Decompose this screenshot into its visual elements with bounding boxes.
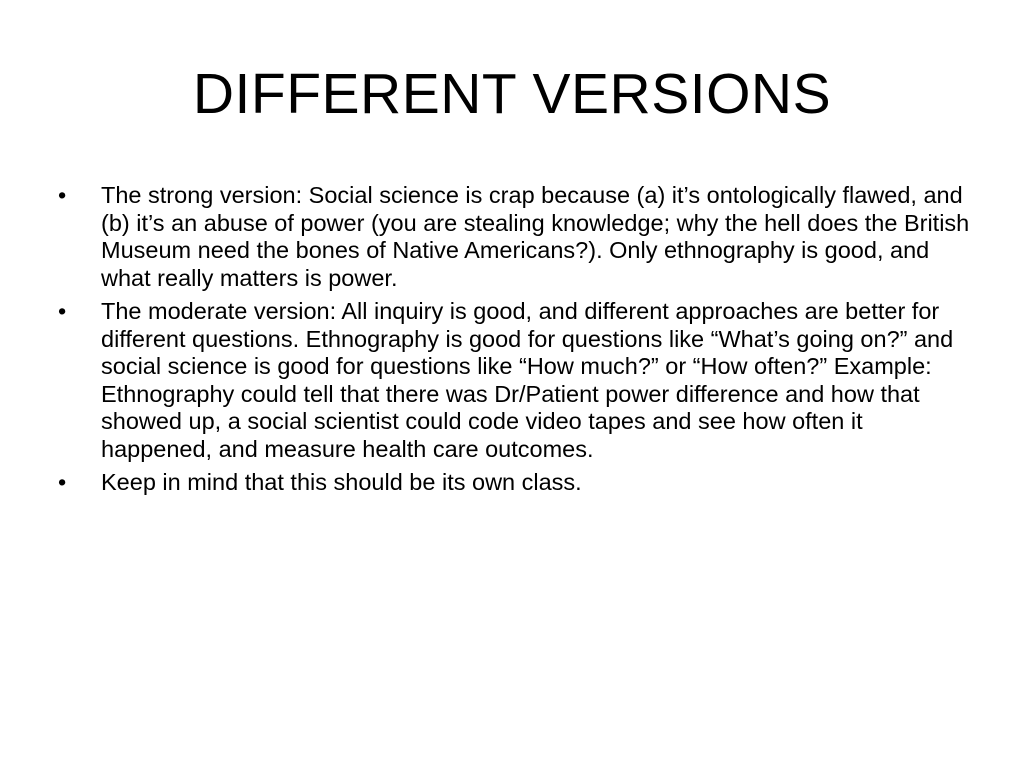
bullet-icon: •	[58, 469, 67, 495]
bullet-item-moderate-version	[58, 298, 978, 463]
bullet-icon: •	[58, 182, 67, 208]
bullet-icon: •	[58, 298, 67, 324]
bullet-text: Keep in mind that this should be its own class.	[101, 469, 582, 495]
slide-title: DIFFERENT VERSIONS	[192, 62, 832, 126]
bullet-text: The moderate version: All inquiry is good, and different approaches are better for different questions. Ethnography is good for questions like “What’s going on?” and social science is good for questions like “How much?” or “How often?” Example: Ethnography could tell that there was Dr/Patient power difference and how that showed up, a social scientist could code video tapes and see how often it happened, and measure health care outcomes.	[101, 298, 954, 462]
bullet-list	[58, 182, 978, 503]
bullet-text: The strong version: Social science is crap because (a) it’s ontologically flawed, and (b) it’s an abuse of power (you are stealing knowledge; why the hell does the British Museum need the bones of Native Americans?). Only ethnography is good, and what really matters is power.	[101, 182, 970, 291]
bullet-item-strong-version	[58, 182, 978, 292]
bullet-item-own-class-note	[58, 469, 978, 497]
